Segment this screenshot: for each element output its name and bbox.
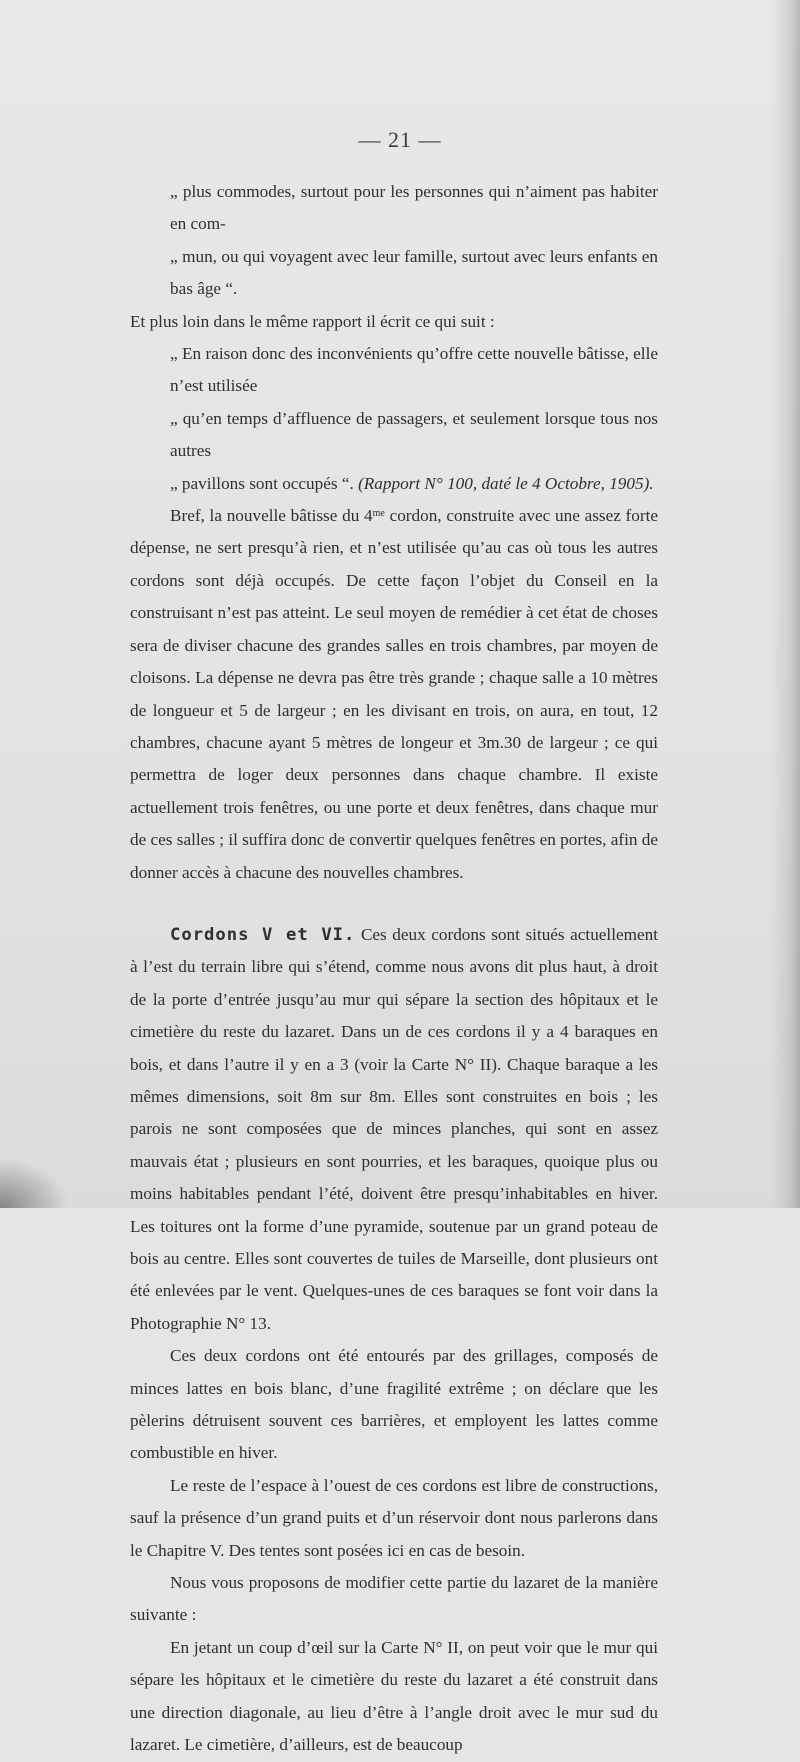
report-citation: (Rapport N° 100, daté le 4 Octobre, 1905). xyxy=(358,473,654,493)
paragraph-text: Ces deux cordons sont situés actuellement à l’est du terrain libre qui s’étend, comme nous avons dit plus haut, à droit de la porte d’entrée jusqu’au mur qui sépare la section des hôpitaux et le cimetière du reste du lazaret. Dans un de ces cordons il y a 4 baraques en bois, et dans l’autre il y en a 3 (voir la Carte N° II). Chaque baraque a les mêmes dimensions, soit 8m sur 8m. Elles sont construites en bois ; les parois ne sont composées que de minces planches, qui sont en assez mauvais état ; plusieurs en sont pourries, et les baraques, quoique plus ou moins habitables pendant l’été, doivent être presqu’inhabitables en hiver. Les toitures ont la forme d’une pyramide, soutenue par un grand poteau de bois au centre. Elles sont couvertes de tuiles de Marseille, dont plusieurs ont été enlevées par le vent. Quelques-unes de ces baraques se font voir dans la Photographie N° 13. xyxy=(130,924,658,1333)
quote-line: „ qu’en temps d’affluence de passagers, et seulement lorsque tous nos autres xyxy=(170,408,658,461)
paragraph: Ces deux cordons ont été entourés par des grillages, composés de minces lattes en bois blanc, d’une fragilité extrême ; on déclare que les pèlerins détruisent souvent ces barrières, et employent les lattes comme combustible en hiver. xyxy=(130,1346,658,1463)
paragraph xyxy=(130,500,658,889)
page-corner-shadow xyxy=(0,1158,70,1208)
paragraph xyxy=(130,919,658,1340)
quote-line: „ plus commodes, surtout pour les personnes qui n’aiment pas habiter en com- xyxy=(170,182,658,234)
body-text xyxy=(130,176,658,1762)
quote-text: „ pavillons sont occupés “. xyxy=(170,473,359,493)
paragraph: Le reste de l’espace à l’ouest de ces cordons est libre de constructions, sauf la présence d’un grand puits et d’un réservoir dont nous parlerons dans le Chapitre V. Des tentes sont posées ici en cas de besoin. xyxy=(130,1475,658,1560)
superscript: me xyxy=(372,508,385,520)
paragraph: Nous vous proposons de modifier cette partie du lazaret de la manière suivante : xyxy=(130,1573,658,1625)
quote-line xyxy=(130,468,658,500)
page-edge-shadow xyxy=(770,0,800,1208)
section-heading: Cordons V et VI. xyxy=(170,924,356,945)
paragraph-text: cordon, construite avec une assez forte dépense, ne sert presqu’à rien, et n’est utilisée qu’au cas où tous les autres cordons sont déjà occupés. De cette façon l’objet du Conseil en la construisant n’est pas atteint. Le seul moyen de remédier à cet état de choses sera de diviser chacune des grandes salles en trois chambres, par moyen de cloisons. La dépense ne devra pas être très grande ; chaque salle a 10 mètres de longueur et 5 de largeur ; en les divisant en trois, on aura, en tout, 12 chambres, chacune ayant 5 mètres de longeur et 3m.30 de largeur ; ce qui permettra de loger deux personnes dans chaque chambre. Il existe actuellement trois fenêtres, ou une porte et deux fenêtres, dans chaque mur de ces salles ; il suffira donc de convertir quelques fenêtres en portes, afin de donner accès à chacune des nouvelles chambres. xyxy=(130,506,659,882)
quote-line: „ En raison donc des inconvénients qu’offre cette nouvelle bâtisse, elle n’est utilisée xyxy=(170,344,658,396)
paragraph: En jetant un coup d’œil sur la Carte N° II, on peut voir que le mur qui sépare les hôpitaux et le cimetière du reste du lazaret a été construit dans une direction diagonale, au lieu d’être à l’angle droit avec le mur sud du lazaret. Le cimetière, d’ailleurs, est de beaucoup xyxy=(130,1637,658,1755)
paragraph: Et plus loin dans le même rapport il écrit ce qui suit : xyxy=(130,311,495,331)
paragraph-text: Bref, la nouvelle bâtisse du 4 xyxy=(170,506,373,526)
quote-line: „ mun, ou qui voyagent avec leur famille, surtout avec leurs enfants en bas âge “. xyxy=(170,246,658,299)
page-number: — 21 — xyxy=(358,127,442,152)
